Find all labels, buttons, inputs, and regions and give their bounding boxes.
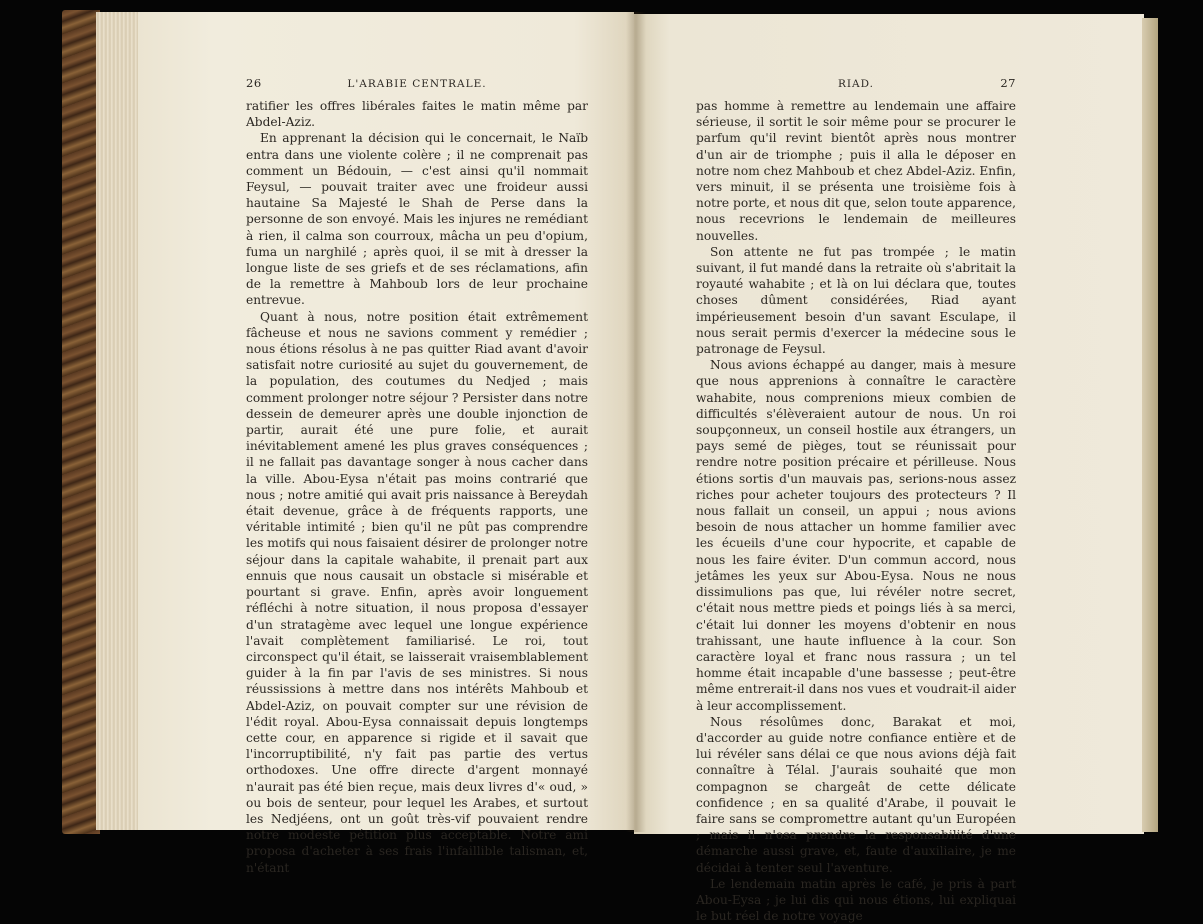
right-running-head: RIAD. bbox=[837, 78, 875, 90]
left-running-head: L'ARABIE CENTRALE. bbox=[347, 78, 487, 90]
book-gutter bbox=[626, 12, 646, 832]
paragraph: Nous résolûmes donc, Barakat et moi, d'accorder au guide notre confiance entière et de lui révéler sans délai ce que nous avions déjà fait connaître à Télal. J'aurais souhaité que mon compagnon se chargeât de cette délicate confidence ; en sa qualité d'Arabe, il pouvait le faire sans se compromettre autant qu'un Européen ; mais il n'osa prendre la responsabilité d'une démarche aussi grave, et, faute d'auxiliaire, je me décidai à tenter seul l'aventure. bbox=[696, 714, 1016, 875]
right-page-body bbox=[696, 98, 1016, 924]
paragraph: Quant à nous, notre position était extrêmement fâcheuse et nous ne savions comment y remédier ; nous étions résolus à ne pas quitter Riad avant d'avoir satisfait notre curiosité au sujet du gouvernement, de la population, des coutumes du Nedjed ; mais comment prolonger notre séjour ? Persister dans notre dessein de demeurer après une double injonction de partir, aurait été une pure folie, et aurait inévitablement amené les plus graves conséquences ; il ne fallait pas davantage songer à nous cacher dans la ville. Abou-Eysa n'était pas moins contrarié que nous ; notre amitié qui avait pris naissance à Bereydah était devenue, grâce à de fréquents rapports, une véritable intimité ; bien qu'il ne pût pas comprendre les motifs qui nous faisaient désirer de prolonger notre séjour dans la capitale wahabite, il prenait part aux ennuis que nous causait un obstacle si misérable et pourtant si grave. Enfin, après avoir longuement réfléchi à notre situation, il nous proposa d'essayer d'un stratagème avec lequel une longue expérience l'avait complètement familiarisé. Le roi, tout circonspect qu'il était, se laisserait vraisemblablement guider à la fin par l'avis de ses ministres. Si nous réussissions à mettre dans nos intérêts Mahboub et Abdel-Aziz, on pouvait compter sur une révision de l'édit royal. Abou-Eysa connaissait depuis longtemps cette cour, en apparence si rigide et il savait que l'incorruptibilité, n'y fait pas partie des vertus orthodoxes. Une offre directe d'argent monnayé n'aurait pas été bien reçue, mais deux livres d'« oud, » ou bois de senteur, pour lequel les Arabes, et surtout les Nedjéens, ont un goût très-vif pouvaient rendre notre modeste pétition plus acceptable. Notre ami proposa d'acheter à ses frais l'infaillible talisman, et, n'étant bbox=[246, 309, 588, 875]
paragraph: ratifier les offres libérales faites le matin même par Abdel-Aziz. bbox=[246, 99, 588, 130]
left-page bbox=[138, 12, 634, 875]
left-page-body bbox=[246, 98, 588, 876]
paragraph: Nous avions échappé au danger, mais à mesure que nous apprenions à connaître le caractère wahabite, nous comprenions mieux combien de difficultés s'élèveraient autour de nous. Un roi soupçonneux, un conseil hostile aux étrangers, un pays semé de pièges, tout se réunissait pour rendre notre position précaire et périlleuse. Nous étions sortis d'un mauvais pas, serions-nous assez riches pour acheter toujours des protecteurs ? Il nous fallait un conseil, un appui ; nous avions besoin de nous attacher un homme familier avec les écueils d'une cour hypocrite, et capable de nous les faire éviter. D'un commun accord, nous jetâmes les yeux sur Abou-Eysa. Nous ne nous dissimulions pas que, lui révéler notre secret, c'était nous mettre pieds et poings liés à sa merci, c'était lui donner les moyens d'obtenir en nous trahissant, une haute influence à la cour. Son caractère loyal et franc nous rassura ; un tel homme était incapable d'une bassesse ; peut-être même entrerait-il dans nos vues et voudrait-il aider à leur accomplissement. bbox=[696, 358, 1016, 713]
right-page-edge bbox=[1142, 18, 1158, 832]
right-page bbox=[634, 14, 1144, 924]
right-page-number: 27 bbox=[1000, 76, 1016, 90]
right-page-header bbox=[696, 76, 1016, 98]
paragraph: Le lendemain matin après le café, je pris à part Abou-Eysa ; je lui dis qui nous étions, lui expliquai le but réel de notre voyage bbox=[696, 876, 1016, 924]
left-page-header bbox=[246, 76, 588, 98]
book-binding bbox=[62, 10, 100, 834]
paragraph: Son attente ne fut pas trompée ; le matin suivant, il fut mandé dans la retraite où s'abritait la royauté wahabite ; et là on lui déclara que, toutes choses dûment considérées, Riad ayant impérieusement besoin d'un savant Esculape, il nous serait permis d'exercer la médecine sous le patronage de Feysul. bbox=[696, 244, 1016, 357]
page-edges bbox=[96, 12, 144, 830]
paragraph: En apprenant la décision qui le concernait, le Naïb entra dans une violente colère ; il ne comprenait pas comment un Bédouin, — c'est ainsi qu'il nommait Feysul, — pouvait traiter avec une froideur aussi hautaine Sa Majesté le Shah de Perse dans la personne de son envoyé. Mais les injures ne remédiant à rien, il calma son courroux, mâcha un peu d'opium, fuma un narghilé ; après quoi, il se mit à dresser la longue liste de ses griefs et de ses réclamations, afin de la remettre à Mahboub lors de leur prochaine entrevue. bbox=[246, 131, 588, 308]
paragraph: pas homme à remettre au lendemain une affaire sérieuse, il sortit le soir même pour se procurer le parfum qu'il revint bientôt après nous montrer d'un air de triomphe ; puis il alla le déposer en notre nom chez Mahboub et chez Abdel-Aziz. Enfin, vers minuit, il se présenta une troisième fois à notre porte, et nous dit que, selon toute apparence, nous recevrions le lendemain de meilleures nouvelles. bbox=[696, 99, 1016, 243]
left-page-number: 26 bbox=[246, 76, 262, 90]
